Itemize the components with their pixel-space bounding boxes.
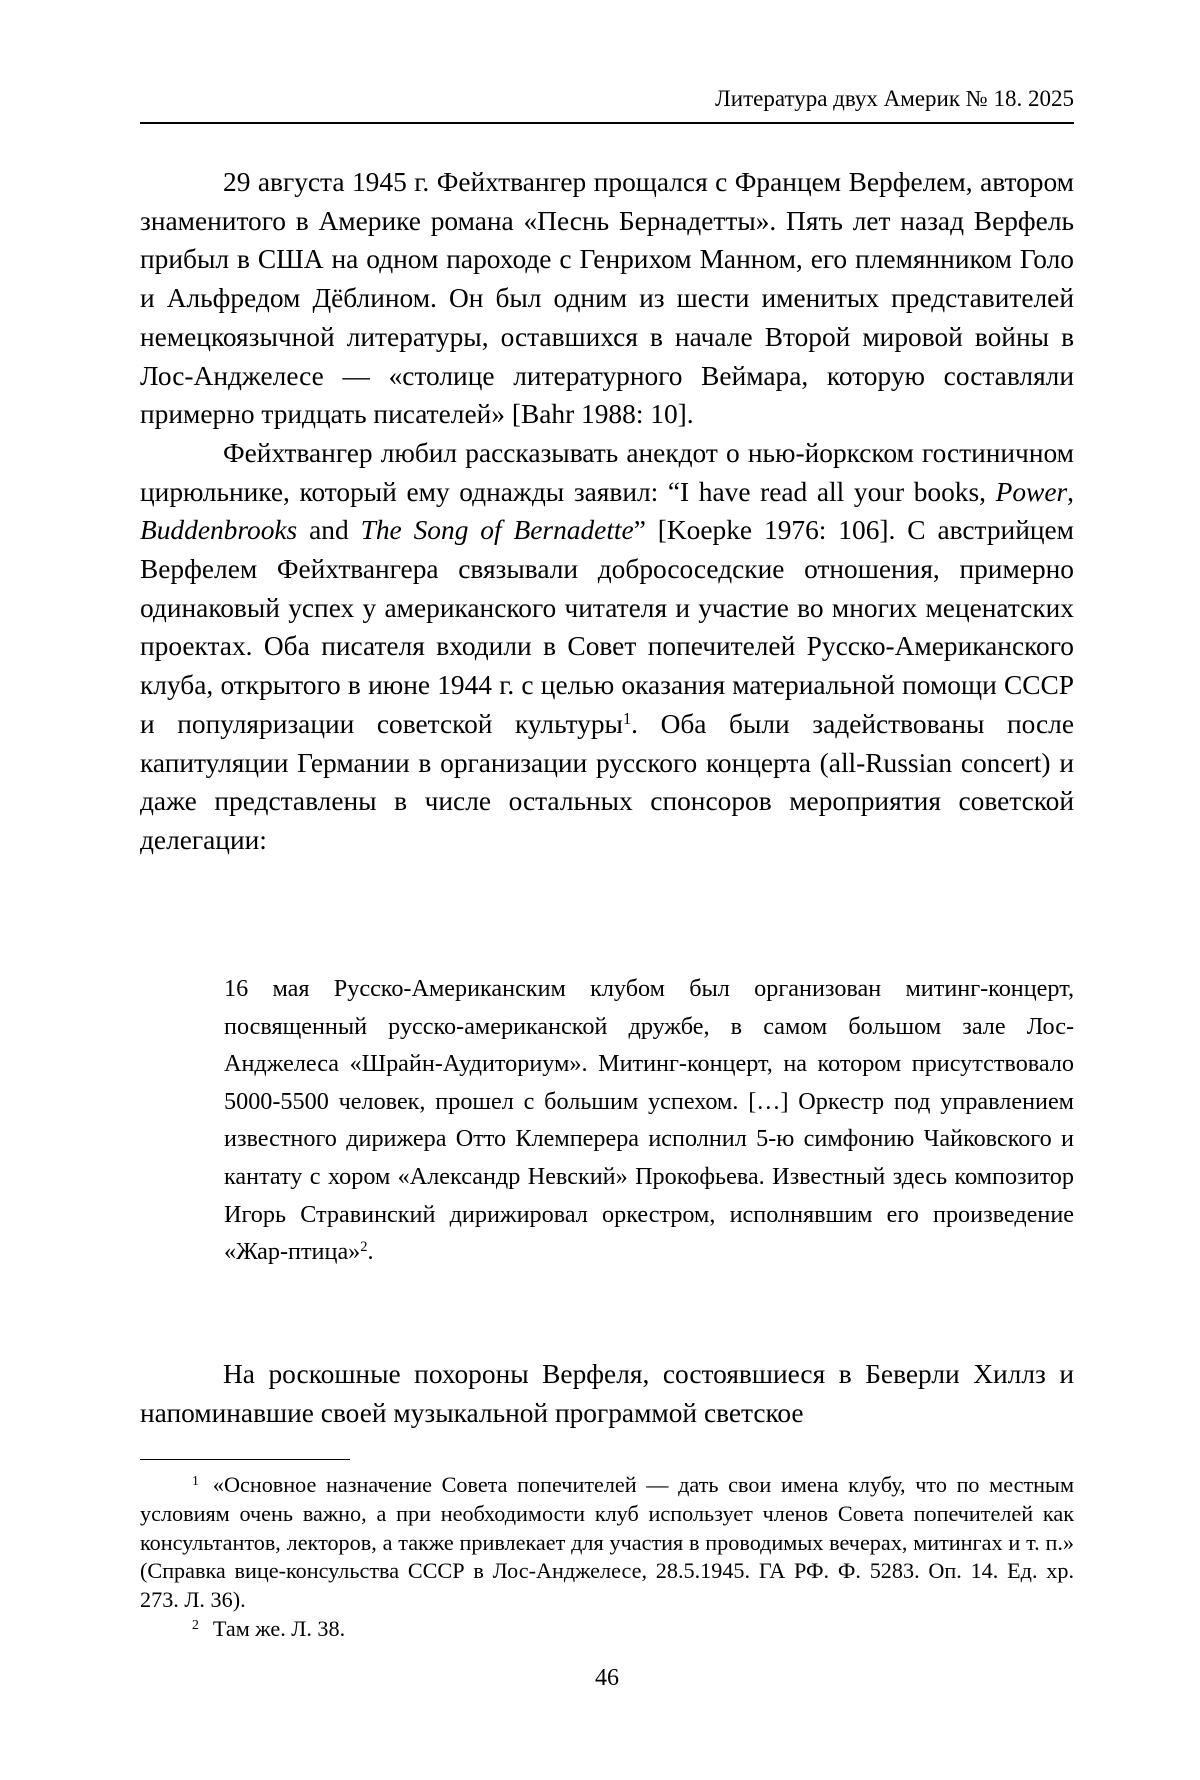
footnote-2 bbox=[140, 1615, 1074, 1644]
paragraph-2-text: , bbox=[1067, 476, 1074, 507]
footnotes bbox=[140, 1471, 1074, 1644]
block-quote bbox=[224, 970, 1074, 1271]
paragraph-2 bbox=[140, 434, 1074, 860]
block-quote-text: 16 мая Русско-Американским клубом был организован митинг-концерт, посвященный русско-американской дружбе, в самом большом зале Лос-Анджелеса «Шрайн-Аудиториум». Митинг-концерт, на котором присутствовало 5000-5500 человек, прошел с большим успехом. […] Оркестр под управлением известного дирижера Отто Клемперера исполнил 5-ю симфонию Чайковского и кантату с хором «Александр Невский» Прокофьева. Известный здесь композитор Игорь Стравинский дирижировал оркестром, исполнявшим его произведение «Жар-птица» bbox=[224, 975, 1074, 1266]
footnote-separator bbox=[140, 1459, 350, 1460]
italic-title-bernadette: The Song of Bernadette bbox=[360, 515, 634, 546]
footnote-1 bbox=[140, 1471, 1074, 1615]
paragraph-3: На роскошные похороны Верфеля, состоявшиеся в Беверли Хиллз и напоминавшие своей музыкальной программой светское bbox=[140, 1359, 1074, 1428]
footnote-ref-1[interactable]: 1 bbox=[622, 708, 632, 728]
paragraph-2-text: ” [Koepke 1976: 106]. С австрийцем Верфелем Фейхтвангера связывали добрососедские отношения, примерно одинаковый успех у американского читателя и участие во многих меценатских проектах. Оба писателя входили в Совет попечителей Русско-Американского клуба, открытого в июне 1944 г. с целью оказания материальной помощи СССР и популяризации советской культуры bbox=[140, 515, 1075, 739]
running-header: Литература двух Америк № 18. 2025 bbox=[715, 86, 1074, 111]
footnote-ref-2[interactable]: 2 bbox=[360, 1239, 368, 1256]
main-text bbox=[140, 163, 1074, 860]
footnote-number: 1 bbox=[192, 1473, 199, 1489]
footnote-number: 2 bbox=[192, 1617, 199, 1633]
italic-title-power: Power bbox=[995, 476, 1068, 507]
page-number: 46 bbox=[595, 1665, 619, 1691]
paragraph-2-text: . Оба были задействованы после капитуляции Германии в организации русского концерта (all-Russian concert) и даже представлены в числе остальных спонсоров мероприятия советской делегации: bbox=[140, 708, 1074, 855]
block-quote-end: . bbox=[367, 1238, 374, 1266]
footnote-text: «Основное назначение Совета попечителей — дать свои имена клубу, что по местным условиям очень важно, а при необходимости клуб использует членов Совета попечителей как консультантов, лекторов, а также привлекает для участия в проводимых вечерах, митингах и т. п.» (Справка вице-консульства СССР в Лос-Анджелесе, 28.5.1945. ГА РФ. Ф. 5283. Оп. 14. Ед. хр. 273. Л. 36). bbox=[140, 1472, 1074, 1613]
paragraph-2-text: and bbox=[297, 515, 361, 546]
header-rule bbox=[140, 122, 1074, 124]
paragraph-1: 29 августа 1945 г. Фейхтвангер прощался с Францем Верфелем, автором знаменитого в Америке романа «Песнь Бернадетты». Пять лет назад Верфель прибыл в США на одном пароходе с Генрихом Манном, его племянником Голо и Альфредом Дёблином. Он был одним из шести именитых представителей немецкоязычной литературы, оставшихся в начале Второй мировой войны в Лос-Анджелесе — «столице литературного Веймара, которую составляли примерно тридцать писателей» [Bahr 1988: 10]. bbox=[140, 167, 1074, 430]
paragraph-2-text: Фейхтвангер любил рассказывать анекдот о нью-йоркском гостиничном цирюльнике, который ему однажды заявил: “I have read all your books, bbox=[140, 437, 1074, 507]
footnote-text: Там же. Л. 38. bbox=[212, 1615, 346, 1641]
italic-title-buddenbrooks: Buddenbrooks bbox=[140, 515, 298, 546]
main-text-continued bbox=[140, 1355, 1074, 1432]
